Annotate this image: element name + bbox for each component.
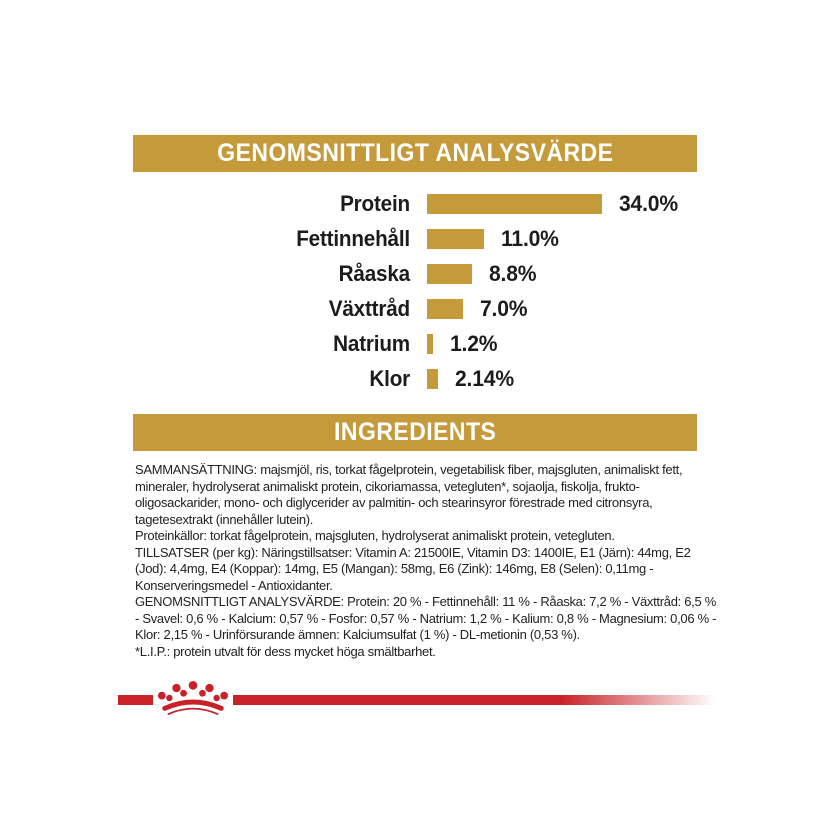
category-label: Natrium xyxy=(333,330,410,356)
chart-row xyxy=(133,221,697,256)
bar-segment xyxy=(427,229,484,249)
royal-canin-crown-icon xyxy=(155,681,231,715)
chart-row xyxy=(133,361,697,396)
ingredients-header-title: INGREDIENTS xyxy=(333,418,497,446)
chart-row xyxy=(133,186,697,221)
ingredients-paragraph: *L.I.P.: protein utvalt för dess mycket höga smältbarhet. xyxy=(135,643,436,659)
analysis-bar-chart xyxy=(133,186,697,396)
ingredients-paragraph: GENOMSNITTLIGT ANALYSVÄRDE: Protein: 20 % - Fettinnehåll: 11 % - Råaska: 7,2 % - Växttråd: 6,5 % - Svavel: 0,6 % - Kalcium: 0,57 % - Fosfor: 0,57 % - Natrium: 1,2 % - Kalium: 0,8 % - Magnesium: 0,06 % - Klor: 2,15 % - Urinförsurande ämnen: Kalciumsulfat (1 %) - DL-metionin (0,53 %). xyxy=(135,594,717,642)
ingredients-header-bar xyxy=(133,414,697,451)
value-label: 34.0% xyxy=(619,190,679,216)
footer-band-left-segment xyxy=(118,695,153,705)
bar-segment xyxy=(427,369,438,389)
bar-segment xyxy=(427,334,433,354)
chart-row xyxy=(133,256,697,291)
footer-band-right-segment xyxy=(233,695,715,705)
value-label: 7.0% xyxy=(480,295,528,321)
analysis-header-title: GENOMSNITTLIGT ANALYSVÄRDE xyxy=(216,139,614,167)
value-label: 2.14% xyxy=(455,365,514,391)
category-label: Protein xyxy=(340,190,410,216)
value-label: 1.2% xyxy=(450,330,498,356)
category-label: Växttråd xyxy=(328,295,410,321)
category-label: Fettinnehåll xyxy=(296,225,410,251)
ingredients-paragraph: TILLSATSER (per kg): Näringstillsatser: Vitamin A: 21500IE, Vitamin D3: 1400IE, E1 (Järn): 44mg, E2 (Jod): 4,4mg, E4 (Koppar): 14mg, E5 (Mangan): 58mg, E6 (Zink): 146mg, E8 (Selen): 0,11mg - Konserveringsmedel - Antioxidanter. xyxy=(135,544,691,593)
ingredients-paragraph: SAMMANSÄTTNING: majsmjöl, ris, torkat fågelprotein, vegetabilisk fiber, majsgluten, animaliskt fett, mineraler, hydrolyserat animaliskt protein, cikoriamassa, vetegluten*, sojaolja, fiskolja, frukto-oligosackarider, mono- och diglycerider av palmitin- och stearinsyror förestrade med citronsyra, tagetesextrakt (innehåller lutein). xyxy=(135,462,683,527)
category-label: Råaska xyxy=(338,260,410,286)
bar-segment xyxy=(427,299,463,319)
value-label: 8.8% xyxy=(489,260,537,286)
value-label: 11.0% xyxy=(500,225,559,251)
bar-segment xyxy=(427,194,602,214)
chart-row xyxy=(133,291,697,326)
category-label: Klor xyxy=(369,365,410,391)
analysis-header-bar xyxy=(133,135,697,172)
bar-segment xyxy=(427,264,472,284)
chart-row xyxy=(133,326,697,361)
ingredients-paragraph: Proteinkällor: torkat fågelprotein, majsgluten, hydrolyserat animaliskt protein, vetegluten. xyxy=(135,528,615,543)
ingredients-text-block xyxy=(135,462,723,660)
